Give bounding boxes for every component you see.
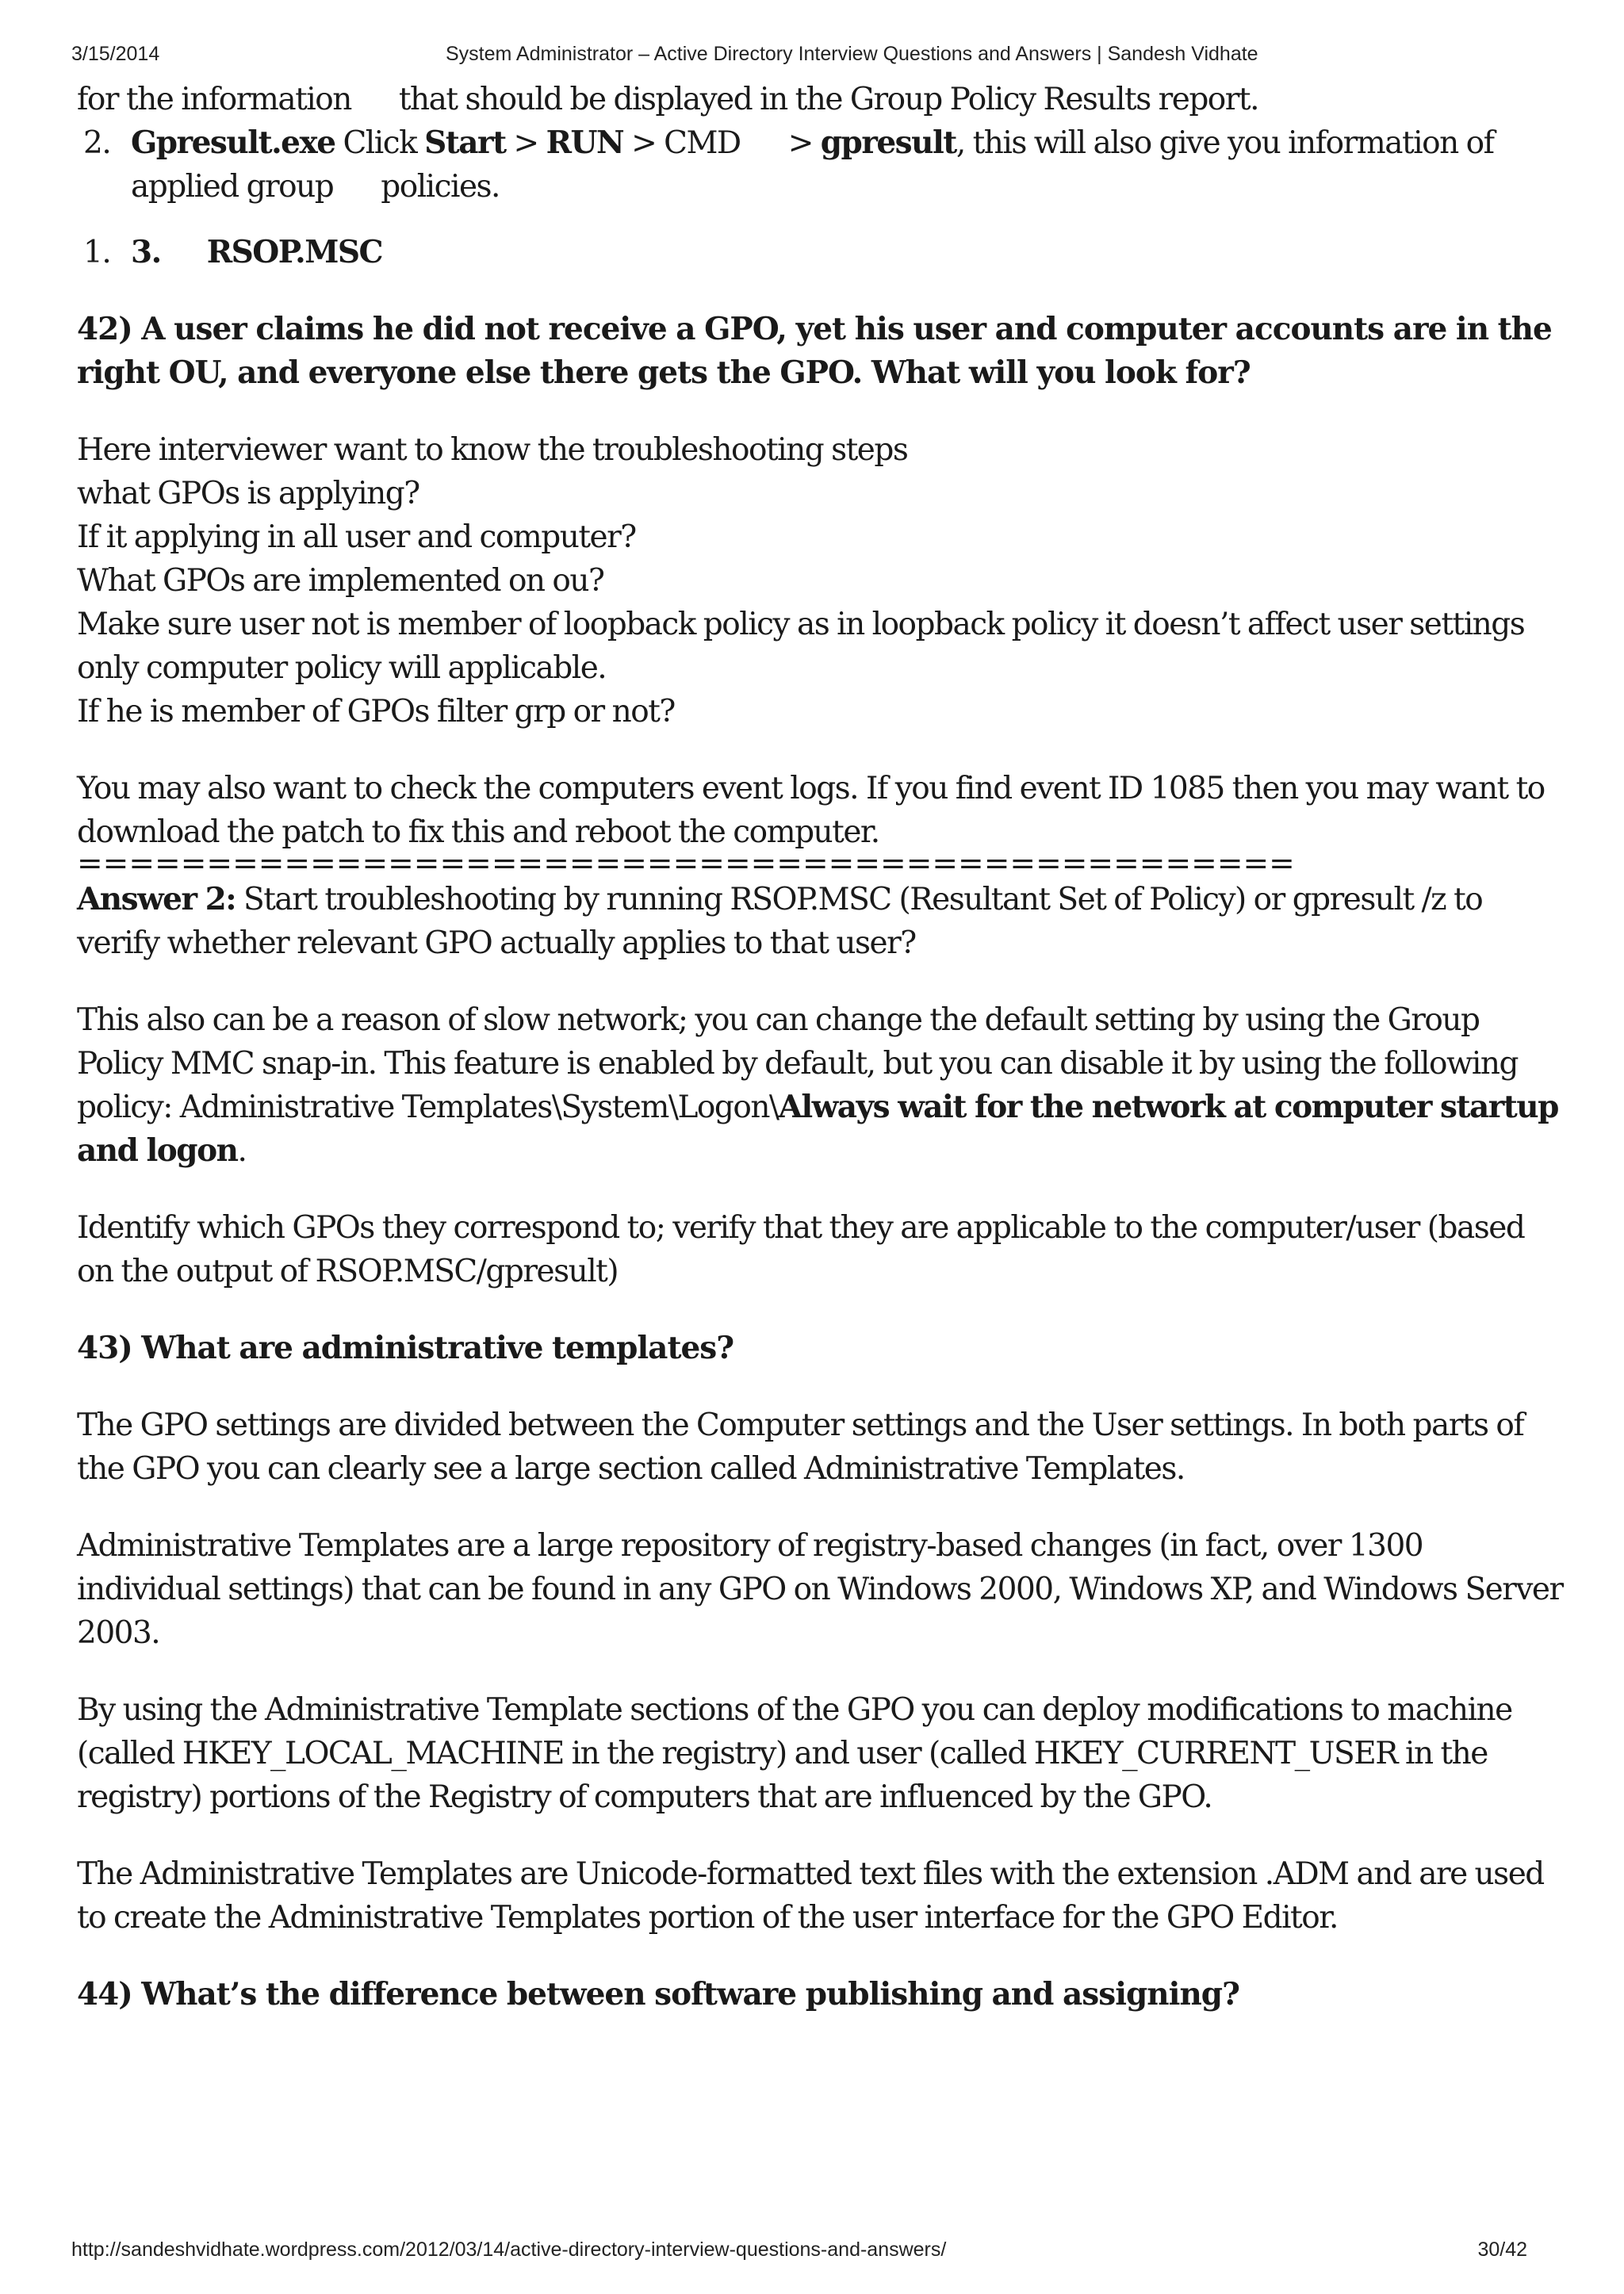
- page-header: [0, 43, 1624, 75]
- article-body: [77, 78, 1568, 2050]
- list-continuation: for the information that should be displayed in the Group Policy Results report.: [77, 82, 1258, 117]
- admin-templates-paragraph-2: Administrative Templates are a large repository of registry-based changes (in fact, over 1300 individual settings) that can be found in any GPO on Windows 2000, Windows XP, and Windows Server 2003.: [77, 1528, 1563, 1651]
- slow-network-paragraph: This also can be a reason of slow network; you can change the default setting by using the Group Policy MMC snap-in. This feature is enabled by default, but you can disable it by using the following policy: Administrative Templates\System\Logon\Always wait for the network at computer startup and logon.: [77, 1002, 1558, 1169]
- print-date: 3/15/2014: [71, 43, 160, 65]
- question-43: 43) What are administrative templates?: [77, 1330, 734, 1366]
- page-footer: [0, 2238, 1624, 2270]
- list-item-gpresult: 2. Gpresult.exe Click Start > RUN > CMD > gpresult, this will also give you information of applied group policies.: [83, 124, 1494, 205]
- troubleshooting-steps: Here interviewer want to know the troubleshooting steps what GPOs is applying? If it applying in all user and computer? What GPOs are implemented on ou? Make sure user not is member of loopback policy as in loopback policy it doesn’t affect user settings only computer policy will applicable. If he is member of GPOs filter grp or not?: [77, 432, 1525, 730]
- admin-templates-paragraph-3: By using the Administrative Template sections of the GPO you can deploy modifications to machine (called HKEY_LOCAL_MACHINE in the registry) and user (called HKEY_CURRENT_USER in the registry) portions of the Registry of computers that are influenced by the GPO.: [77, 1692, 1512, 1815]
- question-42: 42) A user claims he did not receive a GPO, yet his user and computer accounts are in the right OU, and everyone else there gets the GPO. What will you look for?: [77, 311, 1552, 391]
- source-url: http://sandeshvidhate.wordpress.com/2012/03/14/active-directory-interview-questions-and-answers/: [71, 2238, 947, 2261]
- separator-rule: ===============================================: [77, 846, 1295, 882]
- page-number: 30/42: [1477, 2238, 1527, 2261]
- question-44: 44) What’s the difference between software publishing and assigning?: [77, 1976, 1239, 2013]
- answer-2-paragraph: Answer 2: Start troubleshooting by running RSOP.MSC (Resultant Set of Policy) or gpresult /z to verify whether relevant GPO actually applies to that user?: [77, 881, 1483, 961]
- identify-gpos-paragraph: Identify which GPOs they correspond to; verify that they are applicable to the computer/user (based on the output of RSOP.MSC/gpresult): [77, 1210, 1525, 1289]
- admin-templates-paragraph-1: The GPO settings are divided between the Computer settings and the User settings. In both parts of the GPO you can clearly see a large section called Administrative Templates.: [77, 1407, 1524, 1487]
- event-log-paragraph: You may also want to check the computers event logs. If you find event ID 1085 then you may want to download the patch to fix this and reboot the computer.: [77, 771, 1545, 850]
- admin-templates-paragraph-4: The Administrative Templates are Unicode-formatted text files with the extension .ADM and are used to create the Administrative Templates portion of the user interface for the GPO Editor.: [77, 1856, 1544, 1936]
- page-title: System Administrator – Active Directory Interview Questions and Answers | Sandesh Vidhate: [446, 43, 1258, 65]
- answer-label: Answer 2:: [77, 881, 236, 917]
- list-item-rsop: 1. 3. RSOP.MSC: [83, 234, 383, 270]
